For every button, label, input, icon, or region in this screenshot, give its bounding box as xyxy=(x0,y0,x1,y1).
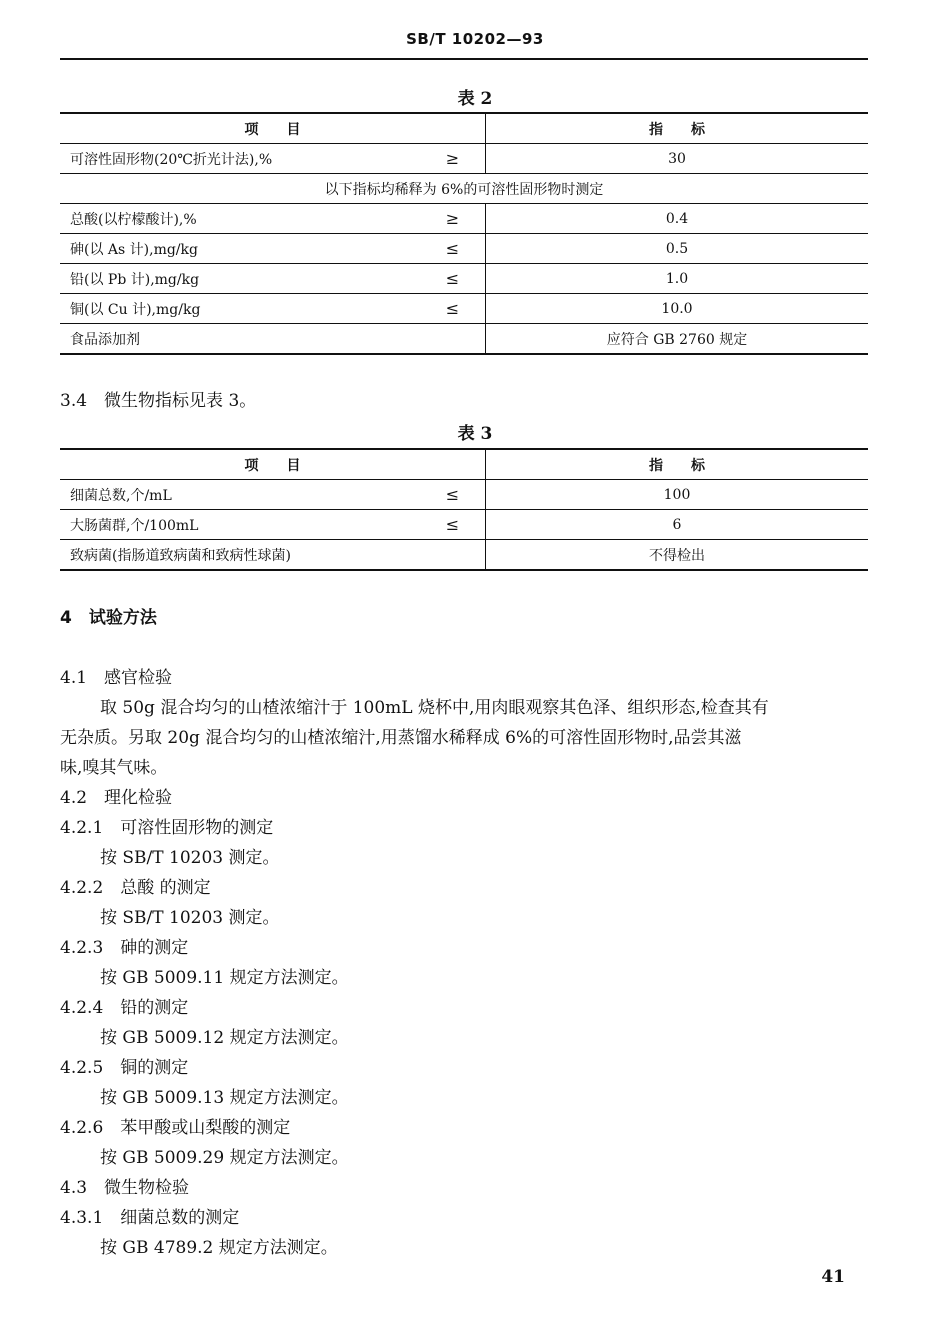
section-4-2-4-body: 按 GB 5009.12 规定方法测定。 xyxy=(100,1028,349,1048)
table3-value: 100 xyxy=(486,480,869,510)
table-row xyxy=(60,144,868,174)
table2-value: 10.0 xyxy=(486,294,869,324)
section-4-3-heading: 4.3 微生物检验 xyxy=(60,1178,190,1198)
section-4-1-para-line3: 味,嗅其气味。 xyxy=(60,758,168,778)
table2-op: ≤ xyxy=(420,264,486,294)
section-4-2-heading: 4.2 理化检验 xyxy=(60,788,173,808)
table-row xyxy=(60,324,868,355)
section-4-1-heading: 4.1 感官检验 xyxy=(60,668,173,688)
table-row xyxy=(60,294,868,324)
section-4-2-1-heading: 4.2.1 可溶性固形物的测定 xyxy=(60,818,274,838)
table3-op: ≤ xyxy=(420,510,486,540)
section-4-block xyxy=(60,603,870,1263)
table3-op xyxy=(420,540,486,571)
section-3-4: 3.4 微生物指标见表 3。 xyxy=(60,391,257,411)
table2-op: ≥ xyxy=(420,144,486,174)
table2-value: 0.5 xyxy=(486,234,869,264)
table2-item: 总酸(以柠檬酸计),% xyxy=(60,204,420,234)
table3-col-value-header: 指 标 xyxy=(486,449,869,480)
table3-value: 6 xyxy=(486,510,869,540)
table2-note: 以下指标均稀释为 6%的可溶性固形物时测定 xyxy=(60,174,868,204)
table2-value: 0.4 xyxy=(486,204,869,234)
table2-value: 1.0 xyxy=(486,264,869,294)
table2-item: 砷(以 As 计),mg/kg xyxy=(60,234,420,264)
table3 xyxy=(60,448,868,571)
table3-item: 大肠菌群,个/100mL xyxy=(60,510,420,540)
page-number: 41 xyxy=(821,1267,845,1287)
table-row xyxy=(60,234,868,264)
table2-op: ≥ xyxy=(420,204,486,234)
table2-op: ≤ xyxy=(420,234,486,264)
section-4-title: 4 试验方法 xyxy=(60,608,157,628)
section-4-2-1-body: 按 SB/T 10203 测定。 xyxy=(100,848,280,868)
table2-value: 应符合 GB 2760 规定 xyxy=(486,324,869,355)
table3-item: 致病菌(指肠道致病菌和致病性球菌) xyxy=(60,540,420,571)
table2-item: 可溶性固形物(20℃折光计法),% xyxy=(60,144,420,174)
header-rule xyxy=(60,58,868,60)
table2-item: 铜(以 Cu 计),mg/kg xyxy=(60,294,420,324)
table-row xyxy=(60,480,868,510)
table2-header-row xyxy=(60,113,868,144)
table3-op: ≤ xyxy=(420,480,486,510)
spacer xyxy=(60,633,870,663)
table2-item: 铅(以 Pb 计),mg/kg xyxy=(60,264,420,294)
section-4-2-5-body: 按 GB 5009.13 规定方法测定。 xyxy=(100,1088,349,1108)
table3-col-item-header: 项 目 xyxy=(60,449,486,480)
section-4-2-5-heading: 4.2.5 铜的测定 xyxy=(60,1058,189,1078)
section-4-3-1-heading: 4.3.1 细菌总数的测定 xyxy=(60,1208,240,1228)
table-row xyxy=(60,510,868,540)
table2-title: 表 2 xyxy=(457,89,493,109)
table2-value: 30 xyxy=(486,144,869,174)
table3-value: 不得检出 xyxy=(486,540,869,571)
table2-col-value-header: 指 标 xyxy=(486,113,869,144)
section-4-2-2-heading: 4.2.2 总酸 的测定 xyxy=(60,878,211,898)
table2-item: 食品添加剂 xyxy=(60,324,420,355)
section-4-2-4-heading: 4.2.4 铅的测定 xyxy=(60,998,189,1018)
table2-col-item-header: 项 目 xyxy=(60,113,486,144)
section-4-1-para-line1: 取 50g 混合均匀的山楂浓缩汁于 100mL 烧杯中,用肉眼观察其色泽、组织形态,检查其有 xyxy=(100,698,769,718)
table3-title: 表 3 xyxy=(457,424,493,444)
table-row xyxy=(60,264,868,294)
table2-op: ≤ xyxy=(420,294,486,324)
table3-header-row xyxy=(60,449,868,480)
section-4-2-6-heading: 4.2.6 苯甲酸或山梨酸的测定 xyxy=(60,1118,291,1138)
section-4-3-1-body: 按 GB 4789.2 规定方法测定。 xyxy=(100,1238,338,1258)
section-4-2-6-body: 按 GB 5009.29 规定方法测定。 xyxy=(100,1148,349,1168)
section-4-1-para-line2: 无杂质。另取 20g 混合均匀的山楂浓缩汁,用蒸馏水稀释成 6%的可溶性固形物时,品尝其滋 xyxy=(60,728,742,748)
table3-item: 细菌总数,个/mL xyxy=(60,480,420,510)
section-4-2-3-heading: 4.2.3 砷的测定 xyxy=(60,938,189,958)
table-row xyxy=(60,540,868,571)
table2-op xyxy=(420,324,486,355)
section-4-2-2-body: 按 SB/T 10203 测定。 xyxy=(100,908,280,928)
table-row xyxy=(60,204,868,234)
section-4-2-3-body: 按 GB 5009.11 规定方法测定。 xyxy=(100,968,349,988)
table2-note-row xyxy=(60,174,868,204)
table2 xyxy=(60,112,868,355)
standard-code-header: SB/T 10202—93 xyxy=(406,30,544,48)
